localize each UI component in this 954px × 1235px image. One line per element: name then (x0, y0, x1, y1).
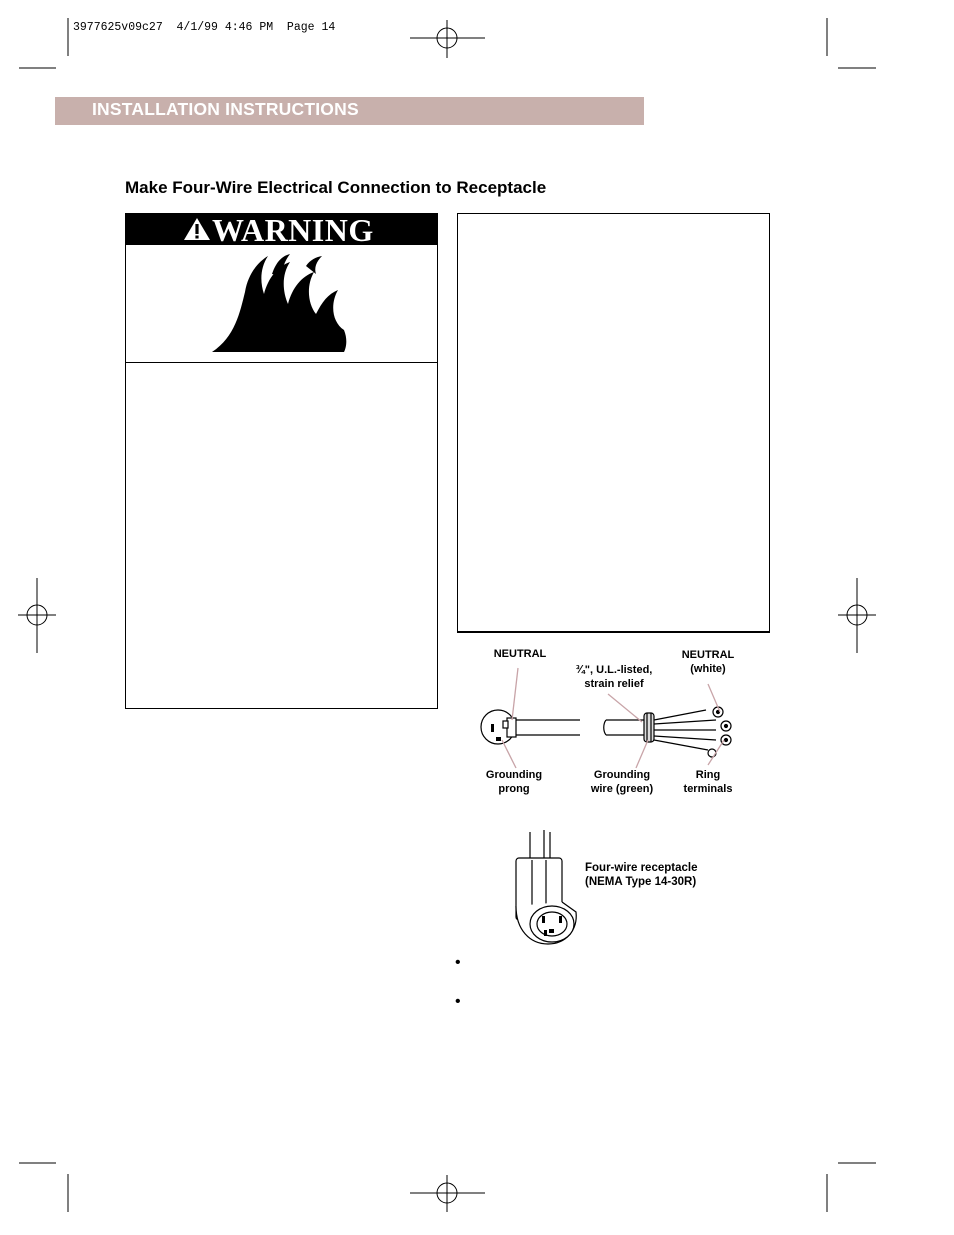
label-neutral-right: NEUTRAL (white) (681, 649, 735, 675)
label-strain-relief: ¾", U.L.-listed, strain relief (575, 664, 653, 690)
bullet-2: • (455, 993, 461, 1010)
warning-triangle-icon (183, 217, 211, 241)
instructions-box (457, 213, 770, 633)
label-neutral-left: NEUTRAL (493, 648, 547, 660)
bullet-1: • (455, 954, 461, 971)
label-grounding-prong: Grounding prong (485, 769, 543, 795)
label-grounding-wire: Grounding wire (green) (590, 769, 654, 795)
page-title: Make Four-Wire Electrical Connection to Receptacle (125, 178, 547, 197)
label-ring-terminals: Ring terminals (683, 769, 733, 795)
warning-label: WARNING (212, 212, 374, 248)
four-wire-receptacle-diagram (508, 826, 588, 948)
fire-hazard-icon (210, 252, 350, 354)
label-receptacle: Four-wire receptacle (NEMA Type 14-30R) (585, 862, 698, 888)
warning-divider (126, 362, 437, 363)
section-title: INSTALLATION INSTRUCTIONS (92, 99, 359, 119)
print-slug: 3977625v09c27 4/1/99 4:46 PM Page 14 (73, 21, 336, 34)
